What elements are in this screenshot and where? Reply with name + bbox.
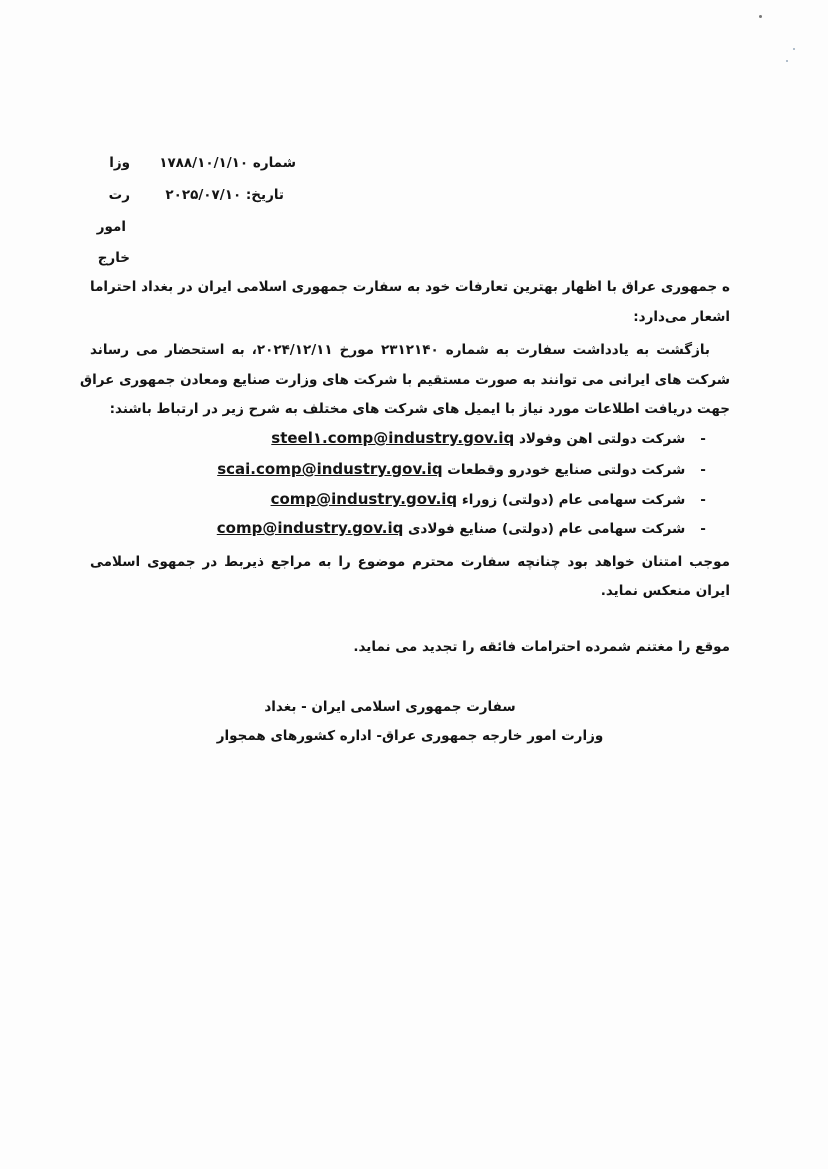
list-dash: - xyxy=(700,492,706,508)
recipient-line-1: سفارت جمهوری اسلامی ایران - بغداد xyxy=(264,699,516,715)
scan-speck xyxy=(786,60,788,62)
intro-line-2: اشعار می‌دارد: xyxy=(633,309,730,325)
list-item xyxy=(217,518,716,539)
ministry-line-4: خارج xyxy=(97,250,130,266)
ministry-line-3: امور xyxy=(96,219,126,235)
list-item xyxy=(217,459,716,480)
date-label: تاریخ: xyxy=(245,187,284,203)
scan-speck xyxy=(793,48,795,50)
list-dash: - xyxy=(700,431,706,447)
ministry-line-2: رت xyxy=(108,187,130,203)
reference-number xyxy=(159,153,296,173)
company-name: شرکت سهامی عام (دولتی) زوراء xyxy=(461,492,686,508)
scan-speck xyxy=(759,15,762,18)
list-item xyxy=(271,428,716,449)
letter-date xyxy=(165,185,284,205)
recipient-line-2: وزارت امور خارجه جمهوری عراق- اداره کشورهای همجوار xyxy=(216,728,604,744)
company-name: شرکت دولتی اهن وفولاد xyxy=(519,431,686,447)
closing-line-1: موجب امتنان خواهد بود چنانچه سفارت محترم موضوع را به مراجع ذیربط در جمهوی اسلامی xyxy=(90,554,730,570)
email-link[interactable]: comp@industry.gov.iq xyxy=(270,490,458,508)
company-name: شرکت سهامی عام (دولتی) صنایع فولادی xyxy=(408,521,686,537)
list-dash: - xyxy=(700,521,706,537)
number-label: شماره xyxy=(252,155,296,171)
date-value: ۲۰۲۵/۰۷/۱۰ xyxy=(165,187,242,203)
intro-line-1: ه جمهوری عراق با اظهار بهترین تعارفات خود به سفارت جمهوری اسلامی ایران در بغداد احتراما xyxy=(90,279,730,295)
paragraph-line-1: بازگشت به یادداشت سفارت به شماره ۲۳۱۲۱۴۰ مورخ ۲۰۲۴/۱۲/۱۱، به استحضار می رساند xyxy=(90,342,710,358)
paragraph-line-2: شرکت های ایرانی می توانند به صورت مستقیم با شرکت های وزارت صنایع ومعادن جمهوری عراق xyxy=(80,372,730,388)
email-link[interactable]: steel۱.comp@industry.gov.iq xyxy=(271,429,515,447)
list-dash: - xyxy=(700,462,706,478)
paragraph-line-3: جهت دریافت اطلاعات مورد نیاز با ایمیل های شرکت های مختلف به شرح زیر در ارتباط باشند: xyxy=(109,401,730,417)
ministry-line-1: وزا xyxy=(109,155,130,171)
email-link[interactable]: scai.comp@industry.gov.iq xyxy=(217,460,443,478)
regards-line: موقع را مغتنم شمرده احترامات فائقه را تجدید می نماید. xyxy=(353,639,730,655)
closing-line-2: ایران منعکس نماید. xyxy=(600,583,730,599)
number-value: ۱۷۸۸/۱۰/۱/۱۰ xyxy=(159,155,249,171)
company-name: شرکت دولتی صنایع خودرو وقطعات xyxy=(447,462,686,478)
email-link[interactable]: comp@industry.gov.iq xyxy=(216,519,404,537)
list-item xyxy=(271,489,716,510)
